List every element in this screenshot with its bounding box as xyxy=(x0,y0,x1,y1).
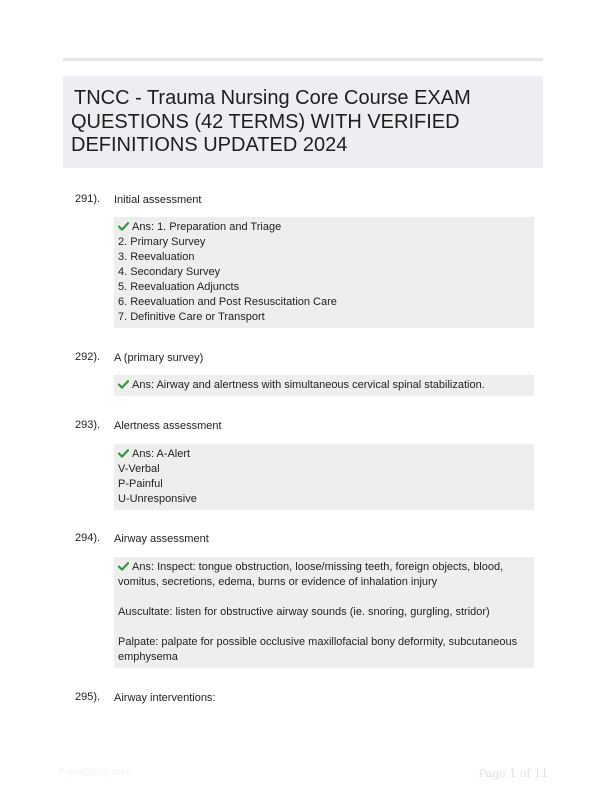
checkmark-icon xyxy=(118,222,129,231)
question-term: Initial assessment xyxy=(114,194,202,206)
question-term: A (primary survey) xyxy=(114,352,204,364)
answer-line: P-Painful xyxy=(118,478,163,490)
answer-paragraph: Ans: Inspect: tongue obstruction, loose/missing teeth, foreign objects, blood, vomitus, secretions, edema, burns or evidence of inhalation injury xyxy=(118,561,504,588)
checkmark-icon xyxy=(118,449,129,458)
answer-line: 2. Primary Survey xyxy=(118,236,206,248)
paragraph-gap xyxy=(118,620,530,635)
question-term: Alertness assessment xyxy=(114,420,222,432)
answer-paragraph: Palpate: palpate for possible occlusive maxillofacial bony deformity, subcutaneous emphysema xyxy=(118,636,518,663)
question-number: 291). xyxy=(75,193,101,205)
top-divider xyxy=(63,58,543,61)
answer-line: 7. Definitive Care or Transport xyxy=(118,311,265,323)
question-term: Airway assessment xyxy=(114,533,209,545)
answer-line: Ans: Airway and alertness with simultaneous cervical spinal stabilization. xyxy=(118,378,530,393)
answer-line: 5. Reevaluation Adjuncts xyxy=(118,281,240,293)
answer-line: 3. Reevaluation xyxy=(118,251,195,263)
answer-box xyxy=(114,444,534,510)
title-line: QUESTIONS (42 TERMS) WITH VERIFIED xyxy=(71,110,460,133)
page-number: Page 1 of 11 xyxy=(478,767,548,780)
footer-watermark: PaperStudy.com xyxy=(58,767,132,778)
answer-line: Ans: 1. Preparation and Triage xyxy=(118,220,530,235)
title-line: TNCC - Trauma Nursing Core Course EXAM xyxy=(74,87,471,109)
answer-line: U-Unresponsive xyxy=(118,493,197,505)
checkmark-icon xyxy=(118,562,129,571)
title-banner xyxy=(63,76,543,168)
answer-box xyxy=(114,217,534,328)
answer-box xyxy=(114,557,534,668)
question-term: Airway interventions: xyxy=(114,692,216,704)
answer-line: Ans: A-Alert xyxy=(118,447,530,462)
document-title xyxy=(71,87,535,158)
answer-paragraph: Auscultate: listen for obstructive airway sounds (ie. snoring, gurgling, stridor) xyxy=(118,606,490,618)
checkmark-icon xyxy=(118,380,129,389)
answer-line: 6. Reevaluation and Post Resuscitation Care xyxy=(118,296,337,308)
question-number: 293). xyxy=(75,419,101,431)
question-number: 292). xyxy=(75,351,101,363)
title-line: DEFINITIONS UPDATED 2024 xyxy=(71,134,348,156)
answer-line: V-Verbal xyxy=(118,463,160,475)
answer-line: 4. Secondary Survey xyxy=(118,266,221,278)
paragraph-gap xyxy=(118,590,530,605)
question-number: 294). xyxy=(75,532,101,544)
question-number: 295). xyxy=(75,691,101,703)
answer-box xyxy=(114,375,534,396)
